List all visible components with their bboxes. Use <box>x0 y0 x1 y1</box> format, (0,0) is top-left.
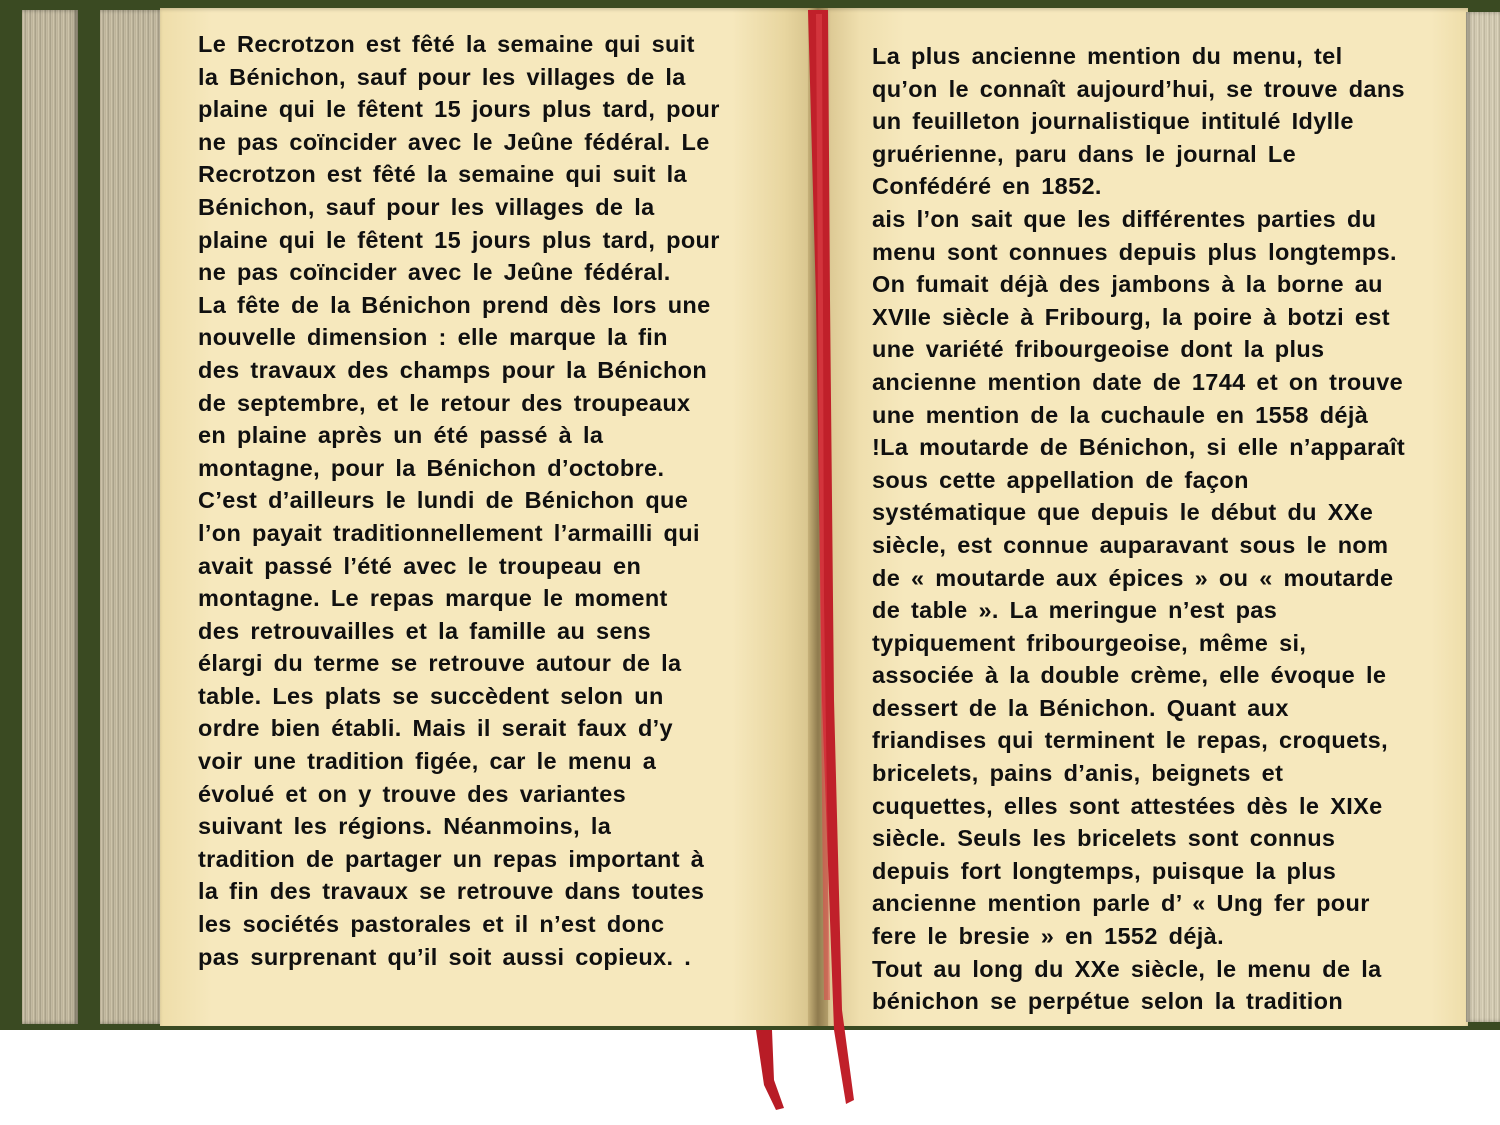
text-line: nouvelle dimension : elle marque la fin <box>198 324 668 351</box>
text-line: bénichon se perpétue selon la tradition <box>872 988 1344 1015</box>
text-line: ne pas coïncider avec le Jeûne fédéral. Le <box>198 128 710 155</box>
text-line: avait passé l’été avec le troupeau en <box>198 552 642 579</box>
text-line: des travaux des champs pour la Bénichon <box>198 356 708 383</box>
text-line: en plaine après un été passé à la <box>198 422 604 449</box>
text-line: de table ». La meringue n’est pas <box>872 597 1278 624</box>
text-line: qu’on le connaît aujourd’hui, se trouve dans <box>872 75 1405 102</box>
text-line: siècle, est connue auparavant sous le nom <box>872 531 1389 558</box>
text-line: systématique que depuis le début du XXe <box>872 499 1374 526</box>
text-line: la fin des travaux se retrouve dans toutes <box>198 878 705 905</box>
text-line: dessert de la Bénichon. Quant aux <box>872 694 1289 721</box>
page-stack-outer <box>22 10 78 1024</box>
text-line: La plus ancienne mention du menu, tel <box>872 43 1343 69</box>
text-line: tradition de partager un repas important à <box>198 845 705 872</box>
text-line: montagne. Le repas marque le moment <box>198 585 668 612</box>
text-line: de « moutarde aux épices » ou « moutarde <box>872 564 1394 591</box>
text-line: la Bénichon, sauf pour les villages de la <box>198 63 686 90</box>
text-line: ais l’on sait que les différentes parties du <box>872 205 1377 232</box>
text-line: associée à la double crème, elle évoque le <box>872 662 1387 689</box>
text-line: Confédéré en 1852. <box>872 173 1102 200</box>
text-line: sous cette appellation de façon <box>872 466 1249 493</box>
right-page-edge <box>1466 12 1500 1022</box>
text-line: Tout au long du XXe siècle, le menu de la <box>872 955 1382 982</box>
right-page-text <box>872 40 1405 1018</box>
text-line: plaine qui le fêtent 15 jours plus tard, pour <box>198 226 720 253</box>
text-line: pas surprenant qu’il soit aussi copieux. . <box>198 943 692 970</box>
text-line: montagne, pour la Bénichon d’octobre. <box>198 454 665 481</box>
text-line: de septembre, et le retour des troupeaux <box>198 389 691 416</box>
page-stack-inner <box>100 10 164 1024</box>
text-line: bricelets, pains d’anis, beignets et <box>872 760 1284 787</box>
text-line: fere le bresie » en 1552 déjà. <box>872 923 1224 950</box>
text-line: un feuilleton journalistique intitulé Idylle <box>872 108 1354 135</box>
text-line: friandises qui terminent le repas, croquets, <box>872 727 1388 754</box>
text-line: plaine qui le fêtent 15 jours plus tard, pour <box>198 96 720 123</box>
text-line: C’est d’ailleurs le lundi de Bénichon que <box>198 487 689 514</box>
text-line: On fumait déjà des jambons à la borne au <box>872 271 1383 298</box>
left-page-text <box>198 28 720 973</box>
text-line: des retrouvailles et la famille au sens <box>198 617 652 644</box>
text-line: table. Les plats se succèdent selon un <box>198 682 664 709</box>
text-line: une variété fribourgeoise dont la plus <box>872 336 1325 363</box>
text-line: gruérienne, paru dans le journal Le <box>872 140 1297 167</box>
text-line: XVIIe siècle à Fribourg, la poire à botzi est <box>872 303 1390 330</box>
text-line: voir une tradition figée, car le menu a <box>198 748 657 775</box>
text-line: menu sont connues depuis plus longtemps. <box>872 238 1397 265</box>
text-line: élargi du terme se retrouve autour de la <box>198 650 682 677</box>
text-line: ordre bien établi. Mais il serait faux d’y <box>198 715 673 742</box>
text-line: !La moutarde de Bénichon, si elle n’apparaît <box>872 434 1406 461</box>
text-line: les sociétés pastorales et il n’est donc <box>198 911 665 938</box>
text-line: ancienne mention date de 1744 et on trouve <box>872 368 1404 395</box>
text-line: suivant les régions. Néanmoins, la <box>198 813 612 840</box>
text-line: l’on payait traditionnellement l’armailli qui <box>198 519 700 546</box>
ribbon-bookmark-icon <box>750 0 870 1125</box>
text-line: Bénichon, sauf pour les villages de la <box>198 193 655 220</box>
text-line: ne pas coïncider avec le Jeûne fédéral. <box>198 259 671 286</box>
text-line: Recrotzon est fêté la semaine qui suit la <box>198 161 687 188</box>
text-line: ancienne mention parle d’ « Ung fer pour <box>872 890 1370 917</box>
text-line: depuis fort longtemps, puisque la plus <box>872 857 1337 884</box>
text-line: cuquettes, elles sont attestées dès le XIXe <box>872 792 1383 819</box>
text-line: siècle. Seuls les bricelets sont connus <box>872 825 1336 852</box>
text-line: Le Recrotzon est fêté la semaine qui suit <box>198 31 695 57</box>
text-line: une mention de la cuchaule en 1558 déjà <box>872 401 1369 428</box>
text-line: typiquement fribourgeoise, même si, <box>872 629 1307 656</box>
text-line: évolué et on y trouve des variantes <box>198 780 627 807</box>
text-line: La fête de la Bénichon prend dès lors une <box>198 291 711 318</box>
